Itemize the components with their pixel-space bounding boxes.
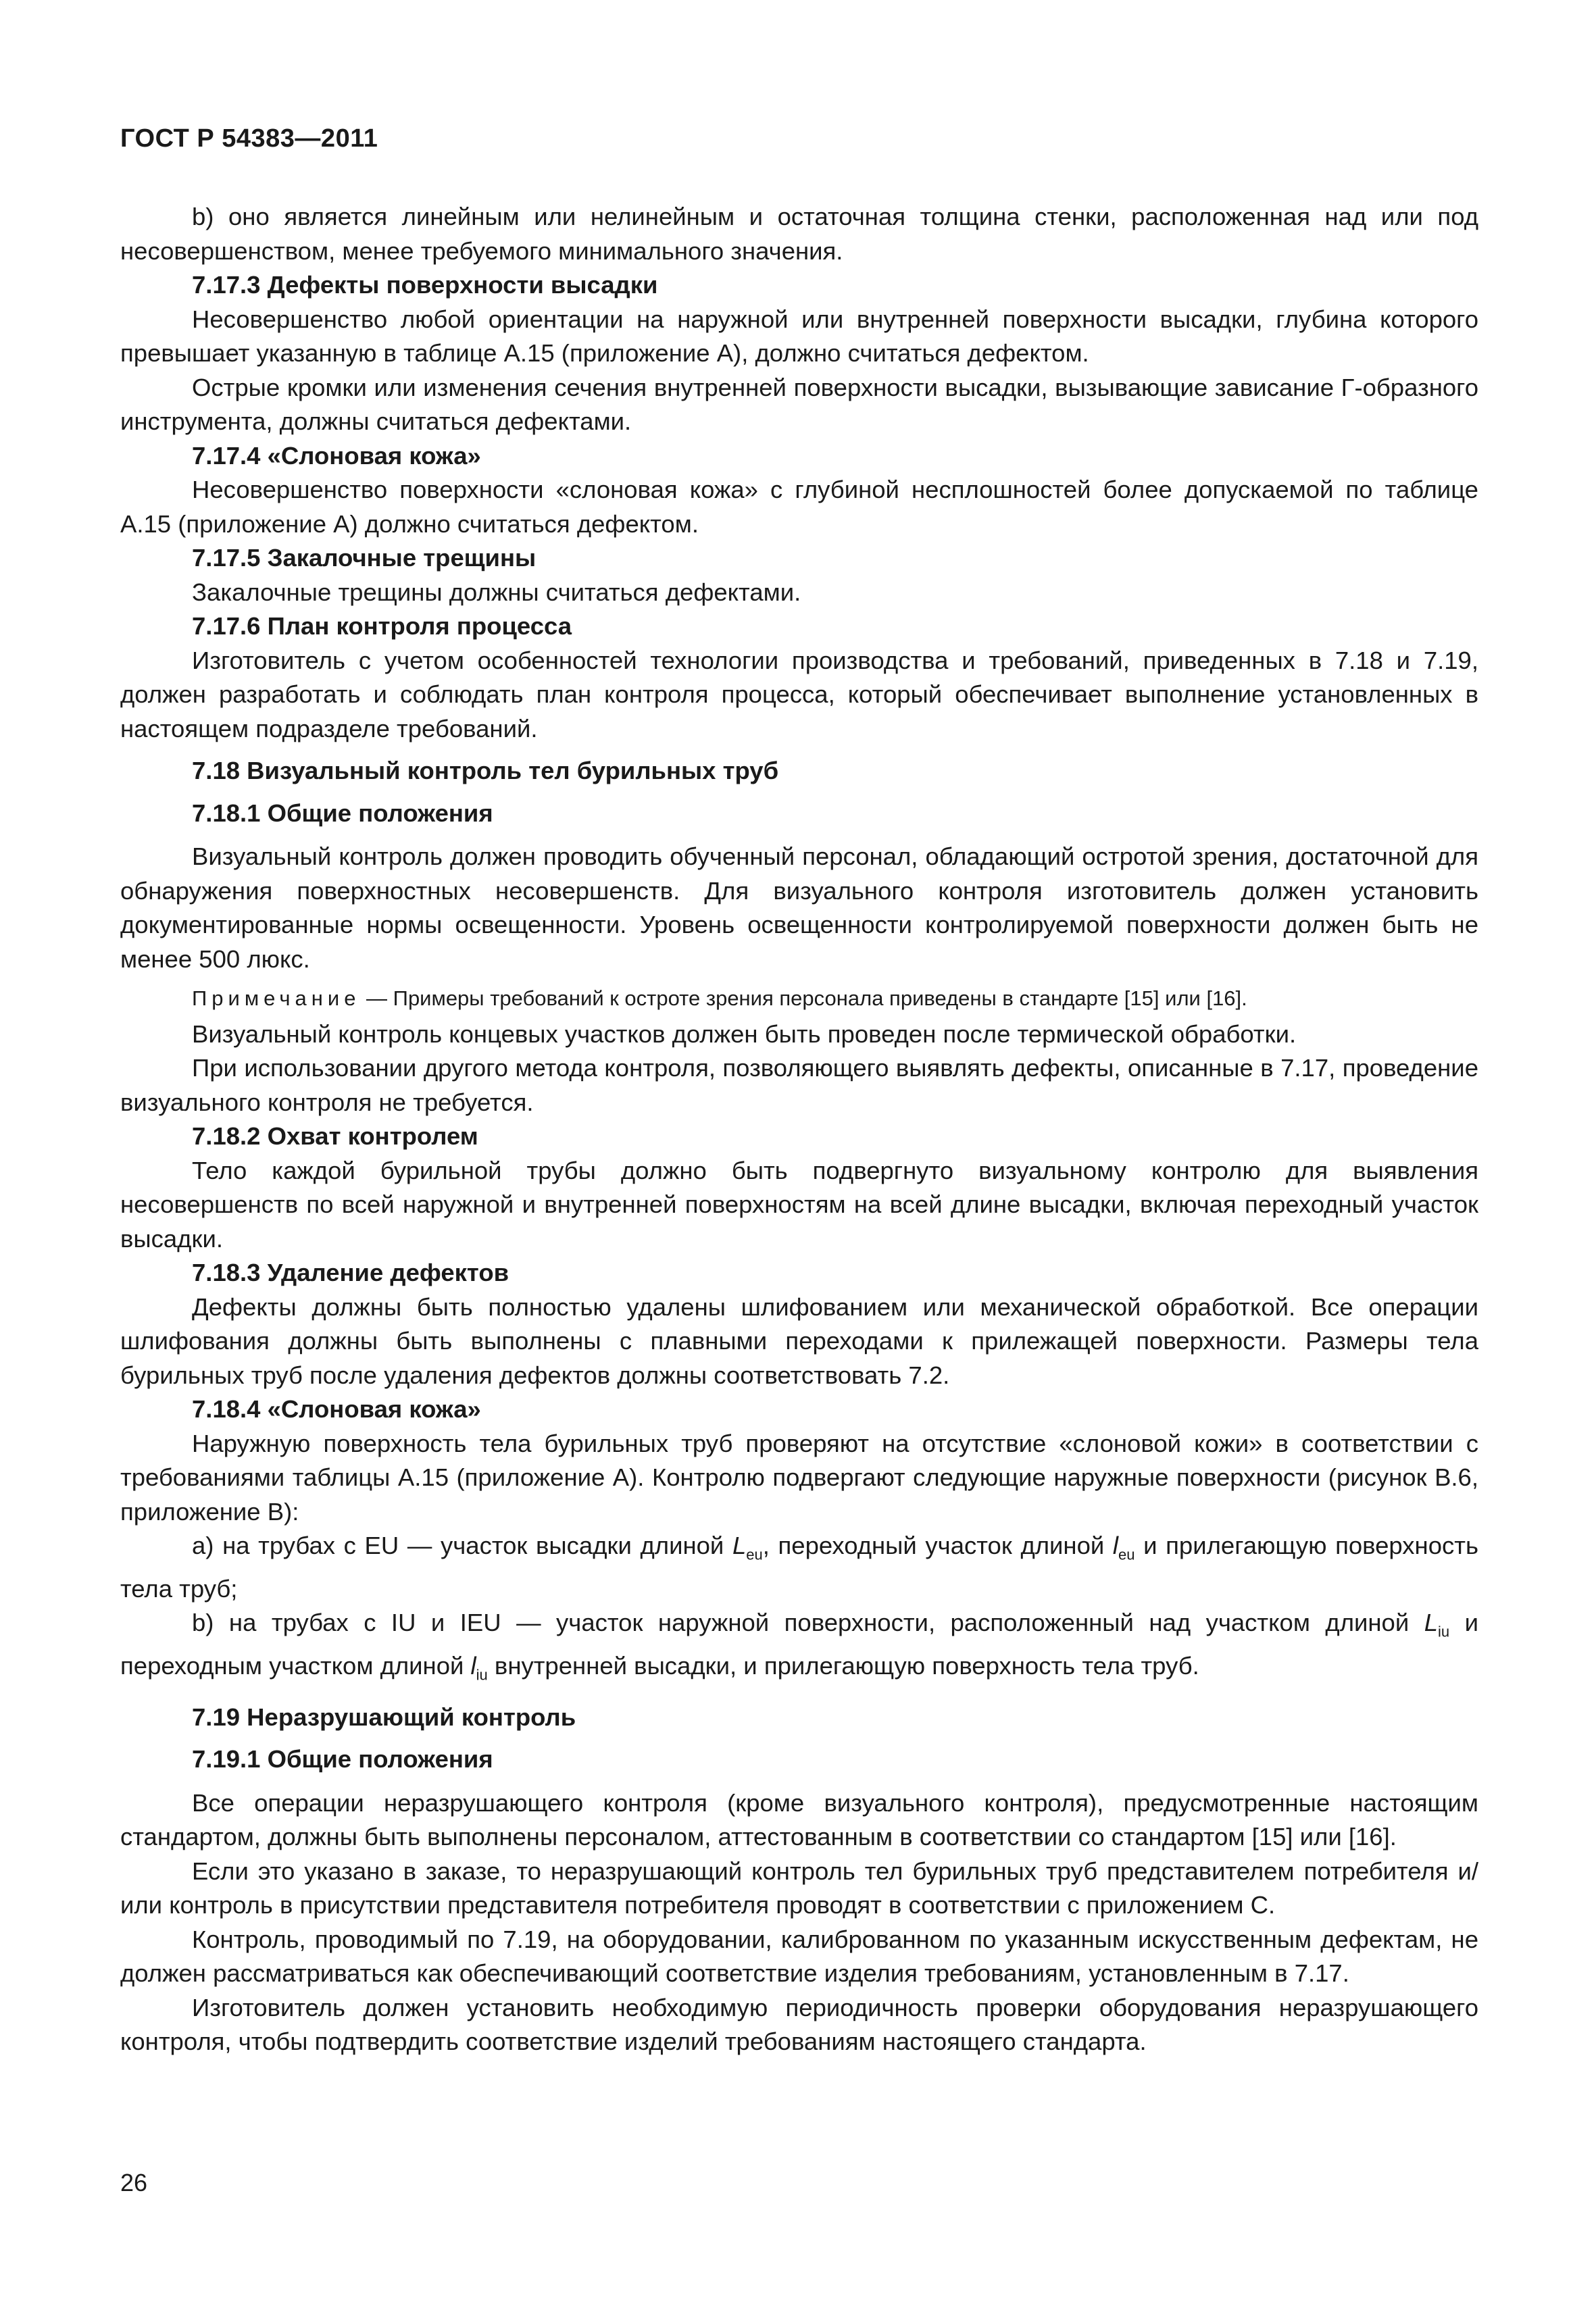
note-label: Примечание <box>192 986 361 1010</box>
paragraph: Несовершенство любой ориентации на наружной или внутренней поверхности высадки, глубина которого превышает указанную в таблице А.15 (приложение А), должно считаться дефектом. <box>120 305 1478 367</box>
section-heading-7-18-4: 7.18.4 «Слоновая кожа» <box>192 1395 481 1423</box>
section-heading-7-18-2: 7.18.2 Охват контролем <box>192 1122 478 1150</box>
paragraph: Все операции неразрушающего контроля (кроме визуального контроля), предусмотренные настоящим стандартом, должны быть выполнены персоналом, аттестованным в соответствии со стандартом [15] или [16]. <box>120 1788 1478 1851</box>
paragraph: Визуальный контроль концевых участков должен быть проведен после термической обработки. <box>192 1020 1297 1048</box>
paragraph: Наружную поверхность тела бурильных труб проверяют на отсутствие «слоновой кожи» в соответствии с требованиями таблицы А.15 (приложение А). Контролю подвергают следующие наружные поверхности (рисунок В.6, приложение В): <box>120 1429 1478 1526</box>
paragraph: Тело каждой бурильной трубы должно быть подвергнуто визуальному контролю для выявления несовершенств по всей наружной и внутренней поверхностям на всей длине высадки, включая переходный участок высадки. <box>120 1156 1478 1253</box>
section-heading-7-18-1: 7.18.1 Общие положения <box>192 799 493 827</box>
paragraph: Закалочные трещины должны считаться дефектами. <box>192 578 801 606</box>
page-number: 26 <box>120 2169 148 2196</box>
paragraph: Визуальный контроль должен проводить обученный персонал, обладающий остротой зрения, достаточной для обнаружения поверхностных несовершенств. Для визуального контроля изготовитель должен установить документированные нормы освещенности. Уровень освещенности контролируемой поверхности должен быть не менее 500 люкс. <box>120 842 1478 973</box>
paragraph: При использовании другого метода контроля, позволяющего выявлять дефекты, описанные в 7.17, проведение визуального контроля не требуется. <box>120 1054 1478 1116</box>
paragraph: Острые кромки или изменения сечения внутренней поверхности высадки, вызывающие зависание Г-образного инструмента, должны считаться дефектами. <box>120 373 1478 435</box>
section-heading-7-18-3: 7.18.3 Удаление дефектов <box>192 1259 509 1286</box>
section-heading-7-17-3: 7.17.3 Дефекты поверхности высадки <box>192 271 658 299</box>
paragraph: Дефекты должны быть полностью удалены шлифованием или механической обработкой. Все операции шлифования должны быть выполнены с плавными переходами к прилежащей поверхности. Размеры тела бурильных труб после удаления дефектов должны соответствовать 7.2. <box>120 1292 1478 1389</box>
section-heading-7-17-4: 7.17.4 «Слоновая кожа» <box>192 441 481 470</box>
section-heading-7-19-1: 7.19.1 Общие положения <box>192 1745 493 1774</box>
symbol-l-eu: $l_{eu}$ <box>1112 1532 1135 1563</box>
paragraph: Несовершенство поверхности «слоновая кожа» с глубиной несплошностей более допускаемой по таблице А.15 (приложение А) должно считаться дефектом. <box>120 476 1478 538</box>
list-item-a: a) на трубах с EU — участок высадки длиной $L_{eu}$, переходный участок длиной $l_{eu}$ и прилегающую поверхность тела труб; <box>120 1532 1478 1603</box>
note <box>120 982 1478 1016</box>
paragraph: Контроль, проводимый по 7.19, на оборудовании, калиброванном по указанным искусственным дефектам, не должен рассматриваться как обеспечивающий соответствие изделия требованиям, установленным в 7.17. <box>120 1925 1478 1988</box>
section-heading-7-17-5: 7.17.5 Закалочные трещины <box>192 544 537 572</box>
paragraph: Изготовитель с учетом особенностей технологии производства и требований, приведенных в 7.18 и 7.19, должен разработать и соблюдать план контроля процесса, который обеспечивает выполнение установленных в настоящем подразделе требований. <box>120 646 1478 743</box>
symbol-L-iu: $L_{iu}$ <box>1424 1609 1450 1640</box>
section-heading-7-18: 7.18 Визуальный контроль тел бурильных труб <box>192 757 779 784</box>
document-body <box>120 200 1478 2059</box>
paragraph: b) оно является линейным или нелинейным и остаточная толщина стенки, расположенная над или под несовершенством, менее требуемого минимального значения. <box>120 203 1478 265</box>
note-text: — Примеры требований к остроте зрения персонала приведены в стандарте [15] или [16]. <box>360 986 1247 1010</box>
paragraph: Если это указано в заказе, то неразрушающий контроль тел бурильных труб представителем потребителя и/или контроль в присутствии представителя потребителя проводят в соответствии с приложением С. <box>120 1857 1478 1919</box>
section-heading-7-17-6: 7.17.6 План контроля процесса <box>192 612 572 640</box>
list-item-b: b) на трубах с IU и IEU — участок наружной поверхности, расположенный над участком длиной $L_{iu}$ и переходным участком длиной $l_{iu}$ внутренней высадки, и прилегающую поверхность тела труб. <box>120 1609 1479 1684</box>
section-heading-7-19: 7.19 Неразрушающий контроль <box>192 1703 576 1731</box>
standard-code-header: ГОСТ Р 54383—2011 <box>120 124 378 153</box>
symbol-L-eu: $L_{eu}$ <box>732 1532 763 1563</box>
paragraph: Изготовитель должен установить необходимую периодичность проверки оборудования неразрушающего контроля, чтобы подтвердить соответствие изделий требованиям настоящего стандарта. <box>120 1993 1478 2056</box>
symbol-l-iu: $l_{iu}$ <box>470 1652 488 1684</box>
